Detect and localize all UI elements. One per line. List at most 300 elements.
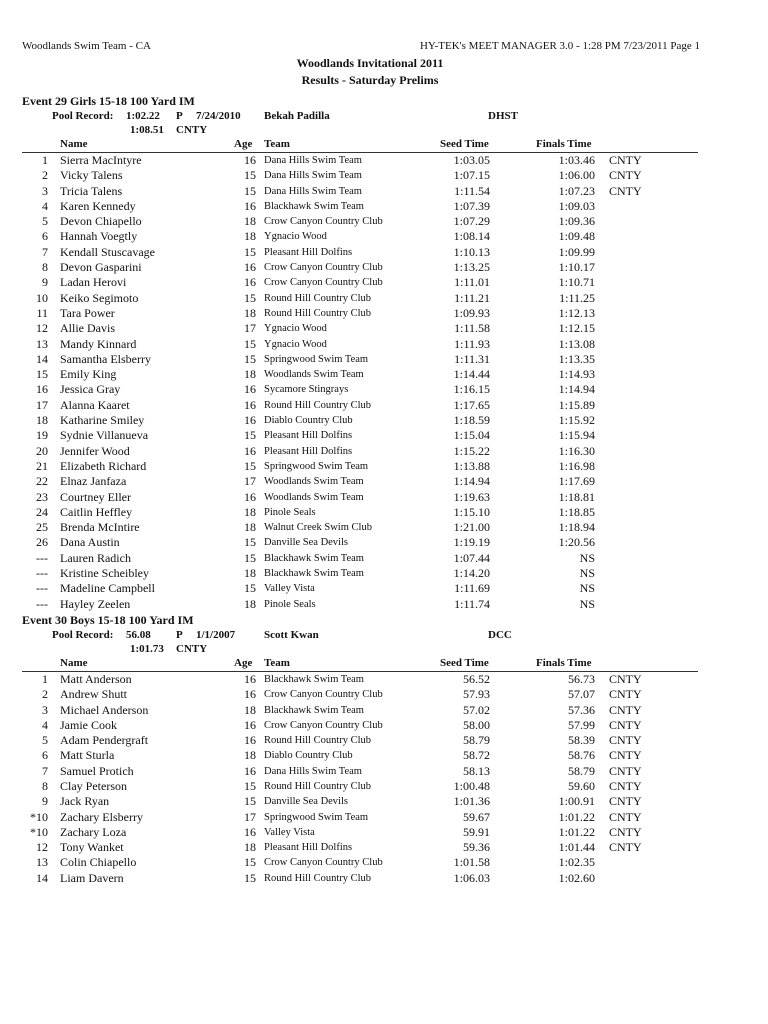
session-title: Results - Saturday Prelims xyxy=(301,73,439,87)
result-name: Sierra MacIntyre xyxy=(60,153,142,167)
result-finals-time: 1:01.22 xyxy=(558,809,595,824)
result-finals-time: 1:03.46 xyxy=(558,153,595,167)
result-seed-time: 1:19.63 xyxy=(453,489,490,504)
result-name: Tony Wanket xyxy=(60,840,124,855)
result-name: Kendall Stuscavage xyxy=(60,244,155,259)
result-row xyxy=(0,687,768,702)
result-age: 18 xyxy=(244,566,256,581)
pool-record-date: 1/1/2007 xyxy=(196,628,236,641)
result-age: 16 xyxy=(244,397,256,412)
result-standard: CNTY xyxy=(609,687,642,702)
result-name: Kristine Scheibley xyxy=(60,566,149,581)
result-name: Adam Pendergraft xyxy=(60,733,149,748)
result-place: 8 xyxy=(42,778,48,793)
result-age: 15 xyxy=(244,855,256,870)
result-name: Madeline Campbell xyxy=(60,581,155,596)
result-row xyxy=(0,382,768,397)
result-finals-time: 57.99 xyxy=(568,717,595,732)
column-header-age: Age xyxy=(234,656,253,669)
result-finals-time: 1:13.08 xyxy=(558,336,595,351)
result-age: 16 xyxy=(244,763,256,778)
result-place: 7 xyxy=(42,763,48,778)
result-team: Woodlands Swim Team xyxy=(264,476,364,488)
result-age: 15 xyxy=(244,290,256,305)
standard-time: 1:01.73 xyxy=(130,642,164,655)
result-place: 9 xyxy=(42,794,48,809)
column-header-team: Team xyxy=(264,656,290,669)
column-header-age: Age xyxy=(234,138,253,150)
result-age: 15 xyxy=(244,183,256,198)
result-team: Dana Hills Swim Team xyxy=(264,155,362,166)
result-row xyxy=(0,551,768,566)
result-place: 3 xyxy=(42,183,48,198)
result-team: Ygnacio Wood xyxy=(264,338,327,350)
result-row xyxy=(0,520,768,535)
result-seed-time: 1:07.29 xyxy=(453,214,490,229)
result-name: Elizabeth Richard xyxy=(60,458,147,473)
result-team: Dana Hills Swim Team xyxy=(264,765,362,777)
result-standard: CNTY xyxy=(609,840,642,855)
result-place: 4 xyxy=(42,198,48,213)
result-name: Allie Davis xyxy=(60,321,115,336)
column-header-team: Team xyxy=(264,138,290,150)
report-header-right: HY-TEK's MEET MANAGER 3.0 - 1:28 PM 7/23/2011 Page 1 xyxy=(419,40,700,52)
result-name: Andrew Shutt xyxy=(60,687,127,702)
result-row xyxy=(0,794,768,809)
result-place: 2 xyxy=(42,687,48,702)
result-team: Dana Hills Swim Team xyxy=(264,185,362,197)
result-name: Tricia Talens xyxy=(60,183,123,198)
result-finals-time: 57.36 xyxy=(568,702,595,717)
result-seed-time: 1:21.00 xyxy=(453,520,490,535)
result-age: 18 xyxy=(244,840,256,855)
result-team: Woodlands Swim Team xyxy=(264,491,364,503)
result-age: 16 xyxy=(244,153,256,167)
result-name: Lauren Radich xyxy=(60,550,131,565)
result-place: 6 xyxy=(42,748,48,763)
result-team: Blackhawk Swim Team xyxy=(264,200,364,212)
column-header-name: Name xyxy=(60,656,88,669)
result-team: Ygnacio Wood xyxy=(264,323,327,335)
result-name: Courtney Eller xyxy=(60,489,131,504)
result-seed-time: 1:00.48 xyxy=(453,778,490,793)
result-age: 16 xyxy=(244,198,256,213)
result-name: Samantha Elsberry xyxy=(60,351,151,366)
result-team: Ygnacio Wood xyxy=(264,231,327,243)
result-finals-time: 1:02.35 xyxy=(558,855,595,870)
result-row xyxy=(0,535,768,550)
result-team: Pinole Seals xyxy=(264,506,316,518)
result-name: Hannah Voegtly xyxy=(60,229,138,244)
result-seed-time: 1:15.10 xyxy=(453,504,490,519)
result-age: 18 xyxy=(244,596,256,611)
pool-record-team: DHST xyxy=(488,110,518,122)
result-place: 21 xyxy=(36,458,48,473)
result-finals-time: 1:10.17 xyxy=(558,260,595,275)
result-standard: CNTY xyxy=(609,702,642,717)
standard-line xyxy=(0,123,768,137)
result-standard: CNTY xyxy=(609,763,642,778)
result-row xyxy=(0,581,768,596)
result-row xyxy=(0,153,768,168)
result-finals-time: NS xyxy=(579,566,595,581)
result-place: 4 xyxy=(42,717,48,732)
result-team: Springwood Swim Team xyxy=(264,811,369,823)
result-name: Karen Kennedy xyxy=(60,198,136,213)
result-place: 10 xyxy=(36,290,48,305)
result-age: 18 xyxy=(244,520,256,535)
result-row xyxy=(0,748,768,763)
result-place: 18 xyxy=(36,413,48,428)
result-row xyxy=(0,321,768,336)
result-seed-time: 1:08.14 xyxy=(453,229,490,244)
result-name: Katharine Smiley xyxy=(60,413,145,428)
result-place: 13 xyxy=(36,336,48,351)
result-name: Zachary Elsberry xyxy=(60,809,143,824)
result-team: Valley Vista xyxy=(264,583,315,595)
result-team: Round Hill Country Club xyxy=(264,307,372,319)
result-row xyxy=(0,291,768,306)
result-name: Caitlin Heffley xyxy=(60,504,133,519)
result-team: Valley Vista xyxy=(264,826,315,838)
result-team: Pleasant Hill Dolfins xyxy=(264,246,353,258)
result-age: 17 xyxy=(244,321,256,336)
result-row xyxy=(0,444,768,459)
result-team: Crow Canyon Country Club xyxy=(264,277,383,289)
result-team: Crow Canyon Country Club xyxy=(264,719,383,731)
result-row xyxy=(0,214,768,229)
result-finals-time: 1:18.81 xyxy=(558,489,595,504)
result-team: Crow Canyon Country Club xyxy=(264,689,383,701)
result-finals-time: 1:01.44 xyxy=(558,840,595,855)
result-finals-time: 1:10.71 xyxy=(558,275,595,290)
result-team: Round Hill Country Club xyxy=(264,872,372,884)
result-finals-time: NS xyxy=(579,596,595,611)
result-seed-time: 1:10.13 xyxy=(453,244,490,259)
result-place: 13 xyxy=(36,855,48,870)
result-seed-time: 58.00 xyxy=(463,717,490,732)
result-row xyxy=(0,306,768,321)
pool-record-line xyxy=(0,628,768,642)
result-age: 16 xyxy=(244,687,256,702)
result-finals-time: 1:18.94 xyxy=(558,520,595,535)
report-header-left: Woodlands Swim Team - CA xyxy=(22,40,151,52)
result-seed-time: 57.02 xyxy=(463,702,490,717)
result-finals-time: 1:09.48 xyxy=(558,229,595,244)
result-row xyxy=(0,275,768,290)
result-team: Danville Sea Devils xyxy=(264,796,348,808)
result-standard: CNTY xyxy=(609,824,642,839)
result-seed-time: 58.79 xyxy=(463,733,490,748)
result-age: 15 xyxy=(244,428,256,443)
result-standard: CNTY xyxy=(609,794,642,809)
result-age: 16 xyxy=(244,717,256,732)
result-team: Danville Sea Devils xyxy=(264,537,348,549)
pool-record-holder: Scott Kwan xyxy=(264,628,319,641)
result-standard: CNTY xyxy=(609,809,642,824)
result-row xyxy=(0,398,768,413)
pool-record-flag: P xyxy=(176,110,183,122)
result-finals-time: 1:12.13 xyxy=(558,305,595,320)
result-age: 18 xyxy=(244,305,256,320)
result-place: 12 xyxy=(36,840,48,855)
result-place: 8 xyxy=(42,260,48,275)
result-seed-time: 1:09.93 xyxy=(453,305,490,320)
result-team: Springwood Swim Team xyxy=(264,353,369,365)
result-seed-time: 1:03.05 xyxy=(453,153,490,167)
result-finals-time: 58.39 xyxy=(568,733,595,748)
result-finals-time: 1:15.89 xyxy=(558,397,595,412)
result-row xyxy=(0,840,768,855)
result-age: 16 xyxy=(244,275,256,290)
result-seed-time: 1:14.20 xyxy=(453,566,490,581)
result-row xyxy=(0,779,768,794)
result-finals-time: 1:09.36 xyxy=(558,214,595,229)
result-age: 15 xyxy=(244,351,256,366)
result-finals-time: 58.79 xyxy=(568,763,595,778)
results-content xyxy=(0,93,768,886)
result-finals-time: 1:09.99 xyxy=(558,244,595,259)
pool-record-label: Pool Record: xyxy=(52,110,114,122)
result-seed-time: 1:11.01 xyxy=(454,275,490,290)
event-section xyxy=(0,612,768,886)
result-seed-time: 1:15.22 xyxy=(453,443,490,458)
meet-title: Woodlands Invitational 2011 xyxy=(296,56,444,70)
result-age: 15 xyxy=(244,535,256,550)
pool-record-line xyxy=(0,109,768,123)
result-team: Pleasant Hill Dolfins xyxy=(264,430,353,442)
event-section xyxy=(0,93,768,612)
result-standard: CNTY xyxy=(609,733,642,748)
result-row xyxy=(0,855,768,870)
result-place: 5 xyxy=(42,733,48,748)
result-place: 24 xyxy=(36,504,48,519)
result-place: 1 xyxy=(42,671,48,686)
result-name: Zachary Loza xyxy=(60,824,127,839)
result-name: Jennifer Wood xyxy=(60,443,130,458)
result-seed-time: 1:11.21 xyxy=(454,290,490,305)
result-team: Crow Canyon Country Club xyxy=(264,216,383,228)
report-titles xyxy=(0,55,768,89)
result-place: *10 xyxy=(30,824,48,839)
result-seed-time: 1:11.74 xyxy=(454,596,490,611)
result-seed-time: 1:19.19 xyxy=(453,535,490,550)
result-team: Round Hill Country Club xyxy=(264,292,372,304)
pool-record-time: 56.08 xyxy=(126,628,151,641)
result-row xyxy=(0,168,768,183)
result-place: 11 xyxy=(36,305,48,320)
result-age: 15 xyxy=(244,336,256,351)
result-team: Pinole Seals xyxy=(264,598,316,610)
result-place: 14 xyxy=(36,351,48,366)
result-seed-time: 58.72 xyxy=(463,748,490,763)
result-seed-time: 56.52 xyxy=(463,671,490,686)
result-row xyxy=(0,871,768,886)
result-place: 23 xyxy=(36,489,48,504)
result-name: Emily King xyxy=(60,367,117,382)
result-standard: CNTY xyxy=(609,168,642,183)
result-seed-time: 1:14.94 xyxy=(453,474,490,489)
result-row xyxy=(0,490,768,505)
result-team: Blackhawk Swim Team xyxy=(264,704,364,716)
result-place: 7 xyxy=(42,244,48,259)
result-age: 15 xyxy=(244,550,256,565)
result-row xyxy=(0,597,768,612)
result-team: Springwood Swim Team xyxy=(264,460,369,472)
result-finals-time: 1:13.35 xyxy=(558,351,595,366)
result-name: Elnaz Janfaza xyxy=(60,474,127,489)
result-row xyxy=(0,566,768,581)
pool-record-time: 1:02.22 xyxy=(126,110,160,122)
result-finals-time: 59.60 xyxy=(568,778,595,793)
result-seed-time: 58.13 xyxy=(463,763,490,778)
result-place: 26 xyxy=(36,535,48,550)
result-row xyxy=(0,352,768,367)
result-seed-time: 1:07.39 xyxy=(453,198,490,213)
result-finals-time: 1:07.23 xyxy=(558,183,595,198)
result-place: 12 xyxy=(36,321,48,336)
result-place: 6 xyxy=(42,229,48,244)
result-finals-time: 1:18.85 xyxy=(558,504,595,519)
result-seed-time: 1:07.15 xyxy=(453,168,490,183)
result-age: 18 xyxy=(244,748,256,763)
result-seed-time: 1:11.93 xyxy=(454,336,490,351)
result-place: 16 xyxy=(36,382,48,397)
result-seed-time: 1:16.15 xyxy=(453,382,490,397)
column-header-seed: Seed Time xyxy=(440,138,489,150)
result-age: 15 xyxy=(244,581,256,596)
result-row xyxy=(0,428,768,443)
column-header-seed: Seed Time xyxy=(440,656,489,669)
result-finals-time: 1:09.03 xyxy=(558,198,595,213)
result-age: 16 xyxy=(244,413,256,428)
result-seed-time: 57.93 xyxy=(463,687,490,702)
result-finals-time: 1:00.91 xyxy=(558,794,595,809)
result-age: 15 xyxy=(244,794,256,809)
event-title: Event 29 Girls 15-18 100 Yard IM xyxy=(22,94,195,108)
result-finals-time: 1:11.25 xyxy=(559,290,595,305)
result-age: 15 xyxy=(244,168,256,183)
column-header-name: Name xyxy=(60,138,88,150)
column-header-row xyxy=(22,656,698,672)
result-row xyxy=(0,337,768,352)
result-row xyxy=(0,459,768,474)
result-row xyxy=(0,184,768,199)
result-finals-time: 1:16.98 xyxy=(558,458,595,473)
result-standard: CNTY xyxy=(609,153,642,167)
result-finals-time: NS xyxy=(579,581,595,596)
result-team: Dana Hills Swim Team xyxy=(264,170,362,182)
result-name: Matt Sturla xyxy=(60,748,115,763)
result-team: Crow Canyon Country Club xyxy=(264,857,383,869)
result-age: 18 xyxy=(244,504,256,519)
result-seed-time: 1:06.03 xyxy=(453,870,490,885)
standard-time: 1:08.51 xyxy=(130,124,164,136)
result-finals-time: 1:02.60 xyxy=(558,870,595,885)
result-seed-time: 1:17.65 xyxy=(453,397,490,412)
result-standard: CNTY xyxy=(609,671,642,686)
result-age: 15 xyxy=(244,244,256,259)
result-place: 19 xyxy=(36,428,48,443)
result-row xyxy=(0,825,768,840)
result-place: 25 xyxy=(36,520,48,535)
result-finals-time: NS xyxy=(579,550,595,565)
result-finals-time: 1:15.92 xyxy=(558,413,595,428)
result-place: 2 xyxy=(42,168,48,183)
result-age: 16 xyxy=(244,733,256,748)
result-name: Matt Anderson xyxy=(60,671,132,686)
result-standard: CNTY xyxy=(609,717,642,732)
result-row xyxy=(0,703,768,718)
event-title: Event 30 Boys 15-18 100 Yard IM xyxy=(22,612,194,627)
result-age: 15 xyxy=(244,870,256,885)
result-seed-time: 1:13.88 xyxy=(453,458,490,473)
result-age: 16 xyxy=(244,382,256,397)
result-finals-time: 1:14.93 xyxy=(558,367,595,382)
result-seed-time: 59.91 xyxy=(463,824,490,839)
result-place: --- xyxy=(36,550,48,565)
result-name: Vicky Talens xyxy=(60,168,123,183)
result-age: 18 xyxy=(244,229,256,244)
result-name: Dana Austin xyxy=(60,535,120,550)
result-team: Sycamore Stingrays xyxy=(264,384,349,396)
column-header-finals: Finals Time xyxy=(536,656,592,669)
result-seed-time: 59.36 xyxy=(463,840,490,855)
result-row xyxy=(0,718,768,733)
result-team: Blackhawk Swim Team xyxy=(264,568,364,580)
result-name: Devon Gasparini xyxy=(60,260,142,275)
result-team: Woodlands Swim Team xyxy=(264,369,364,381)
result-name: Jamie Cook xyxy=(60,717,117,732)
result-name: Brenda McIntire xyxy=(60,520,140,535)
result-age: 15 xyxy=(244,778,256,793)
pool-record-date: 7/24/2010 xyxy=(196,110,241,122)
result-seed-time: 1:15.04 xyxy=(453,428,490,443)
result-age: 18 xyxy=(244,702,256,717)
result-age: 16 xyxy=(244,260,256,275)
pool-record-team: DCC xyxy=(488,628,512,641)
standard-label: CNTY xyxy=(176,642,208,655)
result-team: Pleasant Hill Dolfins xyxy=(264,842,353,854)
result-row xyxy=(0,672,768,687)
result-place: --- xyxy=(36,596,48,611)
result-seed-time: 59.67 xyxy=(463,809,490,824)
result-team: Round Hill Country Club xyxy=(264,780,372,792)
result-place: 3 xyxy=(42,702,48,717)
result-name: Mandy Kinnard xyxy=(60,336,137,351)
result-seed-time: 1:07.44 xyxy=(453,550,490,565)
result-seed-time: 1:13.25 xyxy=(453,260,490,275)
result-team: Pleasant Hill Dolfins xyxy=(264,445,353,457)
result-name: Hayley Zeelen xyxy=(60,596,131,611)
result-finals-time: 1:12.15 xyxy=(558,321,595,336)
result-team: Diablo Country Club xyxy=(264,750,353,762)
result-age: 17 xyxy=(244,809,256,824)
result-name: Keiko Segimoto xyxy=(60,290,139,305)
result-place: 14 xyxy=(36,870,48,885)
result-row xyxy=(0,260,768,275)
result-seed-time: 1:11.58 xyxy=(454,321,490,336)
result-row xyxy=(0,367,768,382)
result-row xyxy=(0,810,768,825)
pool-record-holder: Bekah Padilla xyxy=(264,110,330,122)
result-place: 9 xyxy=(42,275,48,290)
result-seed-time: 1:11.31 xyxy=(454,351,490,366)
result-finals-time: 1:06.00 xyxy=(558,168,595,183)
result-row xyxy=(0,199,768,214)
result-finals-time: 1:14.94 xyxy=(558,382,595,397)
result-place: 1 xyxy=(42,153,48,167)
